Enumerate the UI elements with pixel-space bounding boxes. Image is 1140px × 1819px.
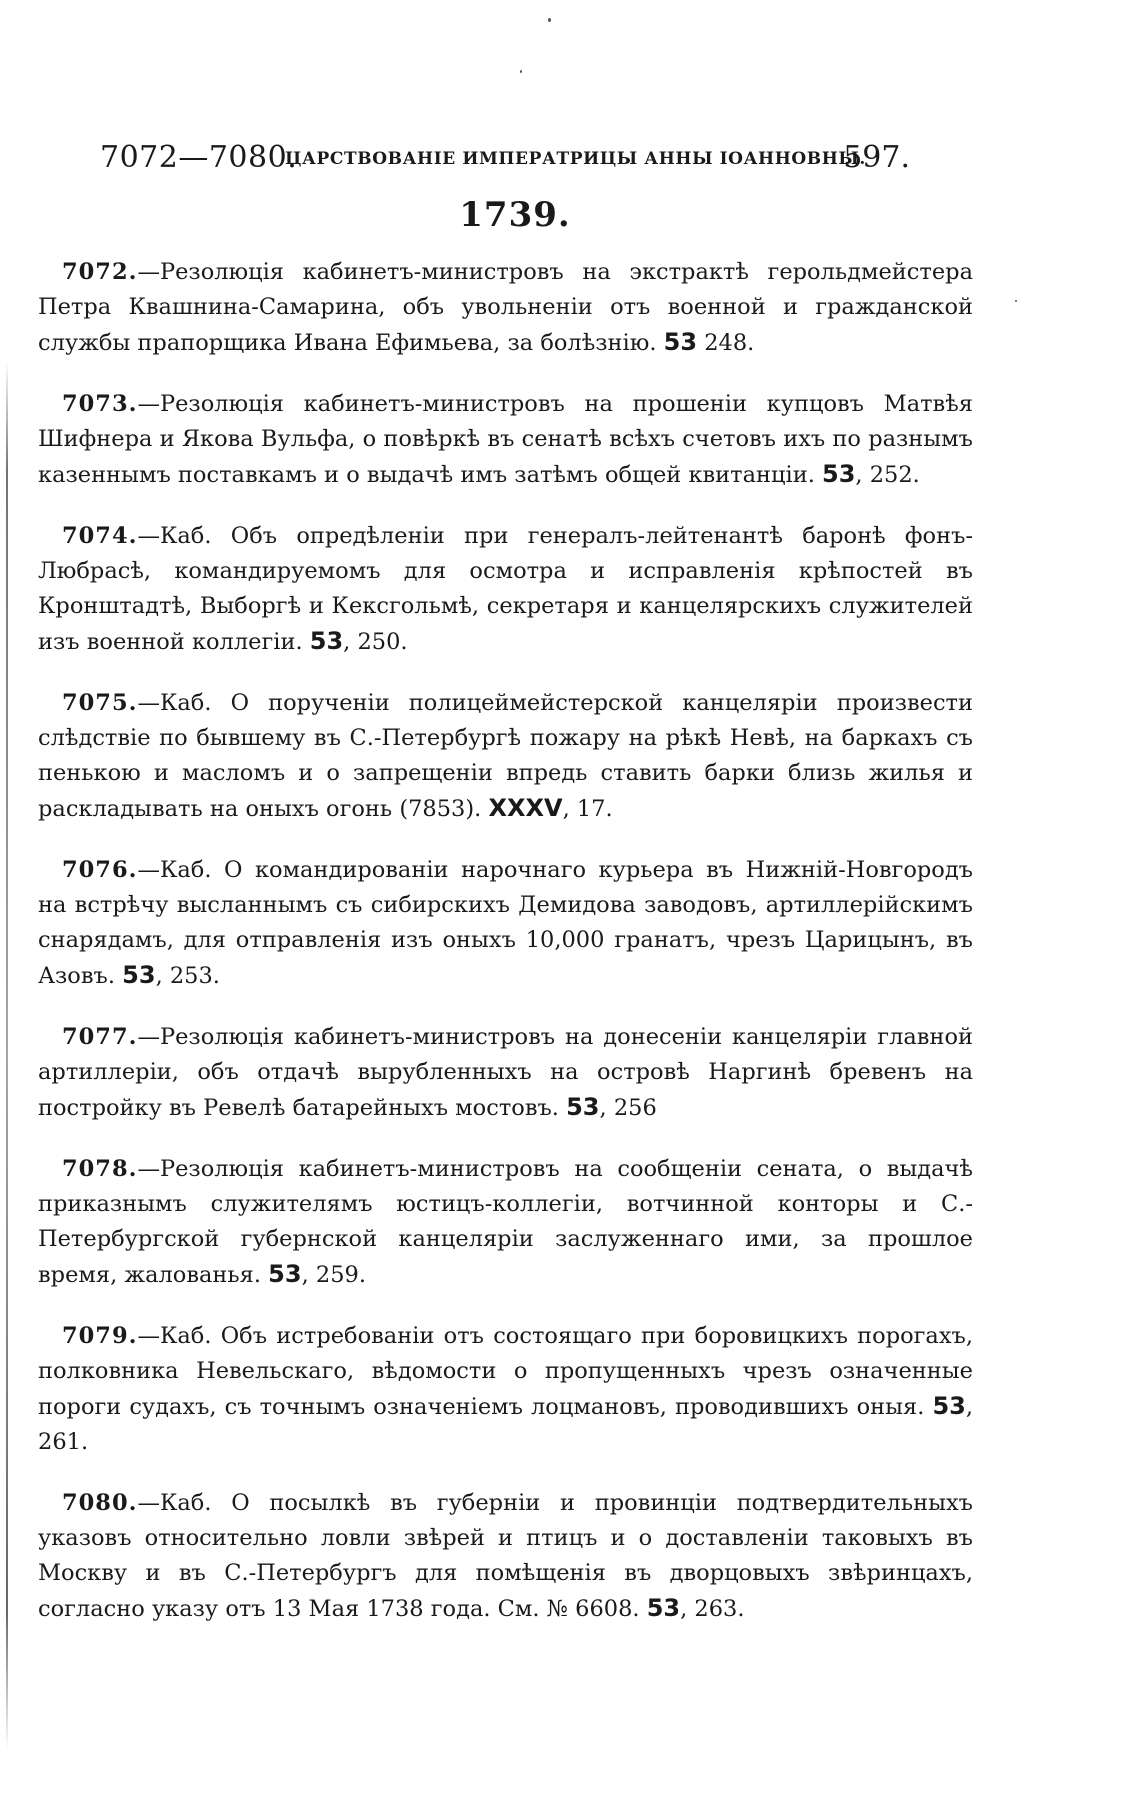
running-head — [100, 140, 910, 180]
year-heading: 1739. — [459, 195, 571, 235]
volume-ref: 53 — [268, 1260, 302, 1288]
entry — [38, 1020, 973, 1126]
entry-number: 7076. — [62, 857, 138, 883]
entries-list — [38, 255, 973, 1653]
entry-number: 7073. — [62, 391, 138, 417]
entry — [38, 519, 973, 660]
entry-number: 7078. — [62, 1156, 138, 1182]
page-number: 597. — [843, 140, 910, 175]
page-ref: , 252. — [855, 462, 920, 488]
page-ref: , 256 — [599, 1095, 657, 1121]
entry-range: 7072—7080. — [100, 140, 298, 175]
entry — [38, 1319, 973, 1460]
entry-number: 7079. — [62, 1323, 138, 1349]
entry-number: 7074. — [62, 523, 138, 549]
entry-text: —Резолюція кабинетъ-министровъ на сообщеніи сената, о выдачѣ приказнымъ служителямъ юстицъ-коллегіи, вотчинной конторы и С.-Петербургской губернской канцеляріи заслуженнаго ими, за прошлое время, жалованья. — [38, 1156, 973, 1288]
entry — [38, 255, 973, 361]
volume-ref: 53 — [646, 1594, 681, 1622]
entry-text: —Каб. Объ истребованіи отъ состоящаго при боровицкихъ порогахъ, полковника Невельскаго, вѣдомости о пропущенныхъ чрезъ означенные пороги судахъ, съ точнымъ означеніемъ лоцмановъ, проводившихъ оныя. — [38, 1323, 973, 1420]
reign-title: ЦАРСТВОВАНІЕ ИМПЕРАТРИЦЫ АННЫ ІОАННОВНЫ. — [285, 149, 866, 169]
entry-text: —Резолюція кабинетъ-министровъ на прошеніи купцовъ Матвѣя Шифнера и Якова Вульфа, о повѣркѣ въ сенатѣ всѣхъ счетовъ ихъ по разнымъ казеннымъ поставкамъ и о выдачѣ имъ затѣмъ общей квитанціи. — [38, 391, 973, 488]
entry — [38, 686, 973, 827]
page-ref: , 259. — [301, 1262, 366, 1288]
entry — [38, 1152, 973, 1293]
entry — [38, 853, 973, 994]
page-ref: 248. — [697, 330, 755, 356]
entry-text: —Каб. О посылкѣ въ губерніи и провинціи подтвердительныхъ указовъ относительно ловли звѣрей и птицъ и о доставленіи таковыхъ въ Москву и въ С.-Петербургъ для помѣщенія въ дворцовыхъ звѣринцахъ, согласно указу отъ 13 Мая 1738 года. См. № 6608. — [38, 1490, 973, 1622]
entry — [38, 1486, 973, 1627]
entry-text: —Каб. Объ опредѣленіи при генералъ-лейтенантѣ баронѣ фонъ-Любрасѣ, командируемомъ для осмотра и исправленія крѣпостей въ Кронштадтѣ, Выборгѣ и Кексгольмѣ, секретаря и канцелярскихъ служителей изъ военной коллегіи. — [38, 523, 973, 655]
volume-ref: 53 — [663, 328, 698, 356]
entry-text: —Резолюція кабинетъ-министровъ на экстрактѣ герольдмейстера Петра Квашнина-Самарина, объ увольненіи отъ военной и гражданской службы прапорщика Ивана Ефимьева, за болѣзнію. — [38, 259, 973, 356]
volume-ref: 53 — [822, 460, 856, 488]
page-ref: , 250. — [343, 629, 408, 655]
scan-speck — [520, 70, 522, 73]
page-ref: , 17. — [562, 796, 613, 822]
volume-ref: XXXV — [488, 794, 563, 822]
entry-text: —Резолюція кабинетъ-министровъ на донесеніи канцеляріи главной артиллеріи, объ отдачѣ вырубленныхъ на островѣ Наргинѣ бревенъ на постройку въ Ревелѣ батарейныхъ мостовъ. — [38, 1024, 973, 1121]
entry-number: 7072. — [62, 259, 138, 285]
scan-speck — [548, 18, 551, 22]
scan-edge-mark — [6, 360, 8, 1750]
volume-ref: 53 — [122, 961, 156, 989]
entry-text: —Каб. О командированіи нарочнаго курьера въ Нижній-Новгородъ на встрѣчу высланнымъ съ сибирскихъ Демидова заводовъ, артиллерійскимъ снарядамъ, для отправленія изъ оныхъ 10,000 гранатъ, чрезъ Царицынъ, въ Азовъ. — [38, 857, 973, 989]
entry-text: —Каб. О порученіи полицеймейстерской канцеляріи произвести слѣдствіе по бывшему въ С.-Петербургѣ пожару на рѣкѣ Невѣ, на баркахъ съ пенькою и масломъ и о запрещеніи впредь ставить барки близь жилья и раскладывать на оныхъ огонь (7853). — [38, 690, 973, 822]
page-ref: , 263. — [680, 1596, 745, 1622]
entry — [38, 387, 973, 493]
page-ref: , 261. — [38, 1394, 973, 1455]
volume-ref: 53 — [566, 1093, 600, 1121]
entry-number: 7077. — [62, 1024, 138, 1050]
entry-number: 7080. — [62, 1490, 138, 1516]
scan-speck — [1015, 300, 1017, 302]
volume-ref: 53 — [309, 627, 344, 655]
entry-number: 7075. — [62, 690, 138, 716]
volume-ref: 53 — [932, 1392, 966, 1420]
page-ref: , 253. — [155, 963, 220, 989]
